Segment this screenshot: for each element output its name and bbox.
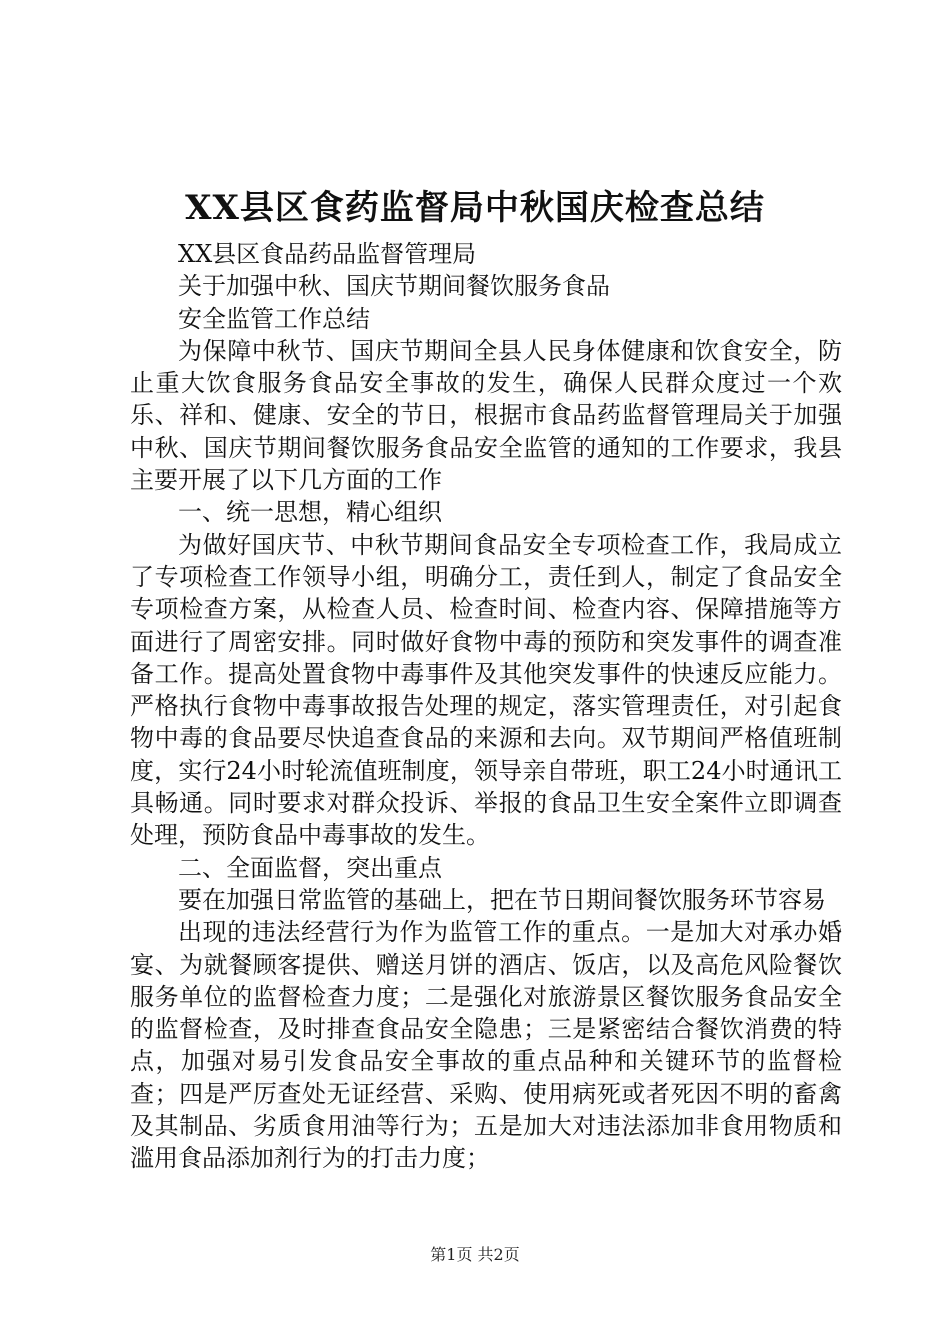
- document-body: [130, 238, 842, 1175]
- section-heading-2: 二、全面监督，突出重点: [178, 853, 442, 882]
- header-line-agency: XX县区食品药品监督管理局: [178, 240, 477, 268]
- section-heading-1: 一、统一思想，精心组织: [178, 498, 442, 527]
- page-number-footer: 第1页 共2页: [430, 1245, 520, 1264]
- paragraph-section-2-body: 出现的违法经营行为作为监管工作的重点。一是加大对承办婚宴、为就餐顾客提供、赠送月饼的酒店、饭店，以及高危风险餐饮服务单位的监督检查力度；二是强化对旅游景区餐饮服务食品安全的监督检查，及时排查食品安全隐患；三是紧密结合餐饮消费的特点，加强对易引发食品安全事故的重点品种和关键环节的监督检查；四是严厉查处无证经营、采购、使用病死或者死因不明的畜禽及其制品、劣质食用油等行为；五是加大对违法添加非食用物质和滥用食品添加剂行为的打击力度；: [130, 918, 842, 1173]
- paragraph-section-1: 为做好国庆节、中秋节期间食品安全专项检查工作，我局成立了专项检查工作领导小组，明确分工，责任到人，制定了食品安全专项检查方案，从检查人员、检查时间、检查内容、保障措施等方面进行了周密安排。同时做好食物中毒的预防和突发事件的调查准备工作。提高处置食物中毒事件及其他突发事件的快速反应能力。严格执行食物中毒事故报告处理的规定，落实管理责任，对引起食物中毒的食品要尽快追查食品的来源和去向。双节期间严格值班制度，实行24小时轮流值班制度，领导亲自带班，职工24小时通讯工具畅通。同时要求对群众投诉、举报的食品卫生安全案件立即调查处理，预防食品中毒事故的发生。: [130, 530, 842, 850]
- header-line-subject: 关于加强中秋、国庆节期间餐饮服务食品: [178, 272, 610, 301]
- paragraph-intro: 为保障中秋节、国庆节期间全县人民身体健康和饮食安全，防止重大饮食服务食品安全事故的发生，确保人民群众度过一个欢乐、祥和、健康、安全的节日，根据市食品药监督管理局关于加强中秋、国庆节期间餐饮服务食品安全监管的通知的工作要求，我县主要开展了以下几方面的工作: [130, 336, 842, 495]
- page-title: XX县区食药监督局中秋国庆检查总结: [185, 188, 765, 228]
- header-line-summary: 安全监管工作总结: [178, 304, 370, 333]
- paragraph-section-2-lead: 要在加强日常监管的基础上，把在节日期间餐饮服务环节容易: [178, 885, 826, 914]
